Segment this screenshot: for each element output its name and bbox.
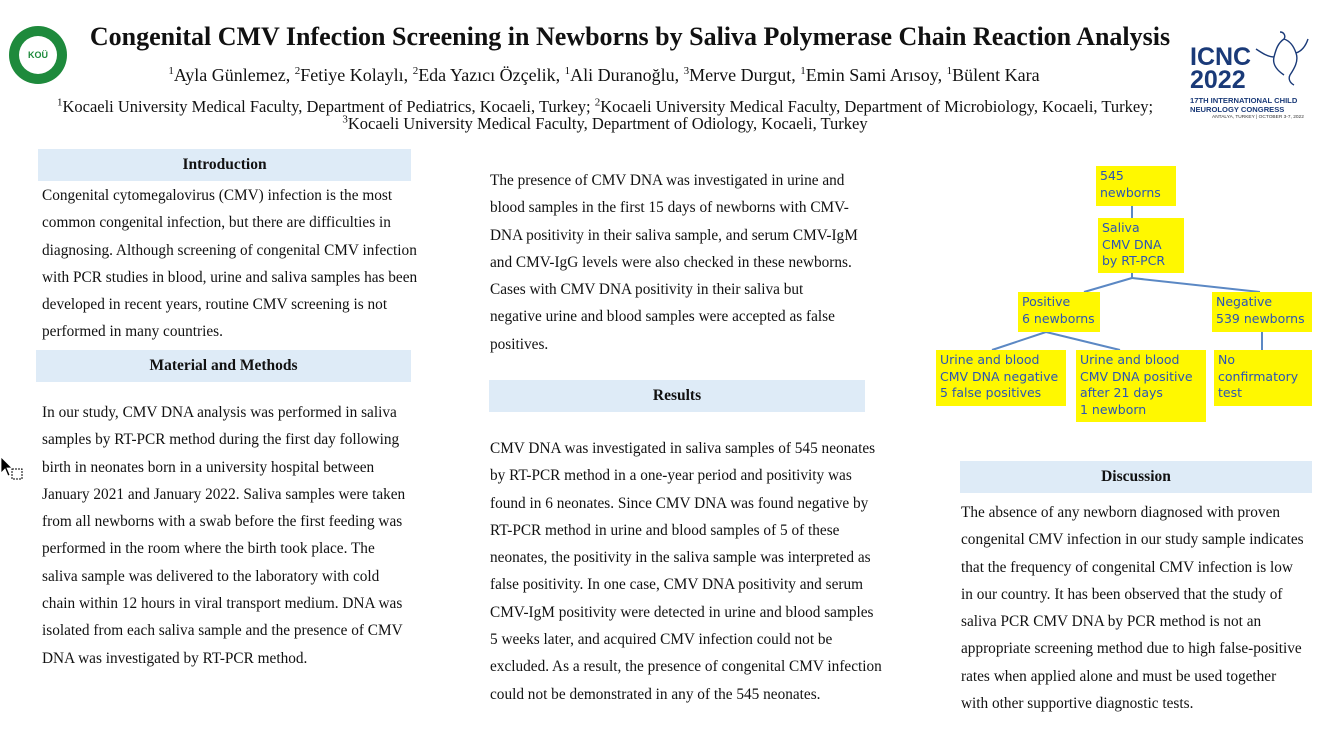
text-line: Saliva — [1102, 220, 1140, 235]
text-line: appropriate screening method due to high false-positive — [961, 640, 1302, 658]
flowchart-box-true-positive — [1076, 350, 1206, 422]
text-line: in our country. It has been observed that the study of — [961, 585, 1283, 603]
affiliation-number: 1 — [56, 96, 63, 109]
text-line: test — [1218, 385, 1243, 400]
poster-title: Congenital CMV Infection Screening in Newborns by Saliva Polymerase Chain Reaction Analysis — [89, 22, 1171, 51]
author-name: Emin Sami Arısoy, — [805, 65, 947, 85]
text-line: rates when applied alone and must be used together — [961, 667, 1277, 685]
affiliation-number: 1 — [168, 65, 174, 77]
affiliations-line-2 — [0, 114, 1210, 134]
text-line: Positive — [1022, 294, 1071, 309]
text-line: 545 — [1100, 168, 1124, 183]
text-line: performed in many countries. — [42, 323, 223, 341]
text-line: 6 newborns — [1022, 310, 1095, 326]
results-text — [490, 435, 890, 708]
affiliation-number: 1 — [800, 65, 806, 77]
congress-line1: 17TH INTERNATIONAL CHILD — [1190, 96, 1298, 105]
text-line: congenital CMV infection in our study sample indicates — [961, 531, 1304, 549]
flowchart-box-no-test — [1214, 350, 1312, 406]
affiliation-number: 2 — [594, 96, 601, 109]
text-line: 5 weeks later, and acquired CMV infection could not be — [490, 631, 833, 649]
text-line: isolated from each saliva sample and the presence of CMV — [42, 622, 403, 640]
mouse-cursor-icon — [0, 456, 26, 482]
text-line: saliva sample was delivered to the laboratory with cold — [42, 567, 380, 585]
flowchart-box-negative — [1212, 292, 1312, 332]
text-line: could not be demonstrated in any of the 545 neonates. — [490, 685, 821, 703]
congress-line3: ANTALYA, TURKEY | OCTOBER 3-7, 2022 — [1212, 115, 1304, 120]
flowchart-box-false-positives — [936, 350, 1066, 406]
university-logo-text: KOÜ — [19, 36, 57, 74]
introduction-heading: Introduction — [38, 149, 411, 181]
affiliation-number: 2 — [412, 65, 419, 77]
text-line: Urine and blood — [940, 352, 1040, 367]
text-line: from all newborns with a swab before the first feeding was — [42, 513, 403, 531]
congress-year: 2022 — [1190, 66, 1246, 94]
text-line: common congenital infection, but there are difficulties in — [42, 214, 391, 232]
text-line: positives. — [490, 335, 549, 353]
author-name: Merve Durgut, — [689, 65, 801, 85]
text-line: CMV DNA was investigated in saliva samples of 545 neonates — [490, 440, 876, 457]
text-line: In our study, CMV DNA analysis was performed in saliva — [42, 404, 397, 421]
text-line: CMV-IgM positivity were detected in urine and blood samples — [490, 603, 874, 621]
text-line: newborns — [1100, 184, 1161, 200]
congress-name: ICNC — [1190, 43, 1252, 71]
text-line: and CMV-IgG levels were also checked in these newborns. — [490, 253, 852, 271]
author-list — [0, 65, 1208, 86]
text-line: found in 6 neonates. Since CMV DNA was found negative by — [490, 494, 869, 512]
flowchart-box-newborns — [1096, 166, 1176, 206]
text-line: excluded. As a result, the presence of congenital CMV infection — [490, 658, 882, 676]
results-heading: Results — [489, 380, 865, 412]
methods-continued-text — [490, 167, 890, 358]
text-line: Congenital cytomegalovirus (CMV) infection is the most — [42, 187, 393, 204]
text-line: 539 newborns — [1216, 310, 1305, 326]
text-line: CMV DNA negative — [940, 368, 1059, 384]
text-line: DNA positivity in their saliva sample, and serum CMV-IgM — [490, 226, 858, 244]
text-line: Urine and blood — [1080, 352, 1180, 367]
discussion-text — [961, 499, 1331, 717]
text-line: Cases with CMV DNA positivity in their saliva but — [490, 281, 804, 299]
text-line: negative urine and blood samples were accepted as false — [490, 308, 835, 326]
text-line: CMV DNA positive — [1080, 368, 1193, 384]
introduction-text — [42, 182, 442, 346]
author-name: Ayla Günlemez, — [173, 65, 295, 85]
affiliation-number: 2 — [294, 65, 301, 77]
flowchart-box-saliva-test — [1098, 218, 1184, 273]
author-name: Fetiye Kolaylı, — [300, 65, 413, 85]
text-line: DNA was investigated by RT-PCR method. — [42, 649, 308, 667]
text-line: chain within 12 hours in viral transport medium. DNA was — [42, 595, 403, 613]
text-line: blood samples in the first 15 days of newborns with CMV- — [490, 199, 849, 217]
author-name: Eda Yazıcı Özçelik, — [418, 65, 565, 85]
text-line: January 2021 and January 2022. Saliva samples were taken — [42, 485, 406, 503]
text-line: by RT-PCR — [1102, 253, 1166, 268]
text-line: neonates, the positivity in the saliva sample was interpreted as — [490, 549, 871, 567]
text-line: after 21 days — [1080, 385, 1163, 400]
methods-text — [42, 399, 442, 672]
text-line: by RT-PCR method in a one-year period and positivity was — [490, 467, 852, 485]
text-line: birth in neonates born in a university hospital between — [42, 458, 375, 476]
text-line: The absence of any newborn diagnosed with proven — [961, 504, 1281, 521]
affiliation-text: Kocaeli University Medical Faculty, Department of Odiology, Kocaeli, Turkey — [347, 114, 868, 133]
text-line: performed in the room where the birth took place. The — [42, 540, 375, 558]
text-line: that the frequency of congenital CMV infection is low — [961, 558, 1293, 576]
congress-line2: NEUROLOGY CONGRESS — [1190, 105, 1285, 114]
affiliation-text: Kocaeli University Medical Faculty, Department of Pediatrics, Kocaeli, Turkey; — [62, 97, 595, 116]
author-name: Bülent Kara — [952, 65, 1040, 85]
text-line: 1 newborn — [1080, 401, 1147, 417]
affiliation-text: Kocaeli University Medical Faculty, Department of Microbiology, Kocaeli, Turkey; — [600, 97, 1154, 116]
text-line: saliva PCR CMV DNA by PCR method is not an — [961, 613, 1262, 631]
discussion-heading: Discussion — [960, 461, 1312, 493]
text-line: with PCR studies in blood, urine and saliva samples has been — [42, 268, 418, 286]
affiliation-number: 3 — [683, 65, 690, 77]
methods-heading: Material and Methods — [36, 350, 411, 382]
text-line: The presence of CMV DNA was investigated in urine and — [490, 172, 845, 189]
affiliation-number: 1 — [564, 65, 571, 77]
text-line: confirmatory — [1218, 368, 1299, 384]
screening-flowchart — [934, 154, 1314, 429]
flowchart-box-positive — [1018, 292, 1100, 332]
text-line: No — [1218, 352, 1235, 367]
text-line: with other supportive diagnostic tests. — [961, 695, 1194, 713]
text-line: diagnosing. Although screening of congenital CMV infection — [42, 241, 417, 259]
text-line: samples by RT-PCR method during the first day following — [42, 431, 400, 449]
text-line: false positivity. In one case, CMV DNA positivity and serum — [490, 576, 864, 594]
text-line: developed in recent years, routine CMV screening is not — [42, 296, 388, 314]
affiliation-number: 1 — [946, 65, 953, 77]
text-line: Negative — [1216, 294, 1273, 309]
text-line: 5 false positives — [940, 385, 1042, 400]
text-line: CMV DNA — [1102, 236, 1162, 252]
author-name: Ali Duranoğlu, — [570, 65, 684, 85]
affiliation-number: 3 — [342, 113, 348, 126]
text-line: RT-PCR method in urine and blood samples of 5 of these — [490, 521, 840, 539]
